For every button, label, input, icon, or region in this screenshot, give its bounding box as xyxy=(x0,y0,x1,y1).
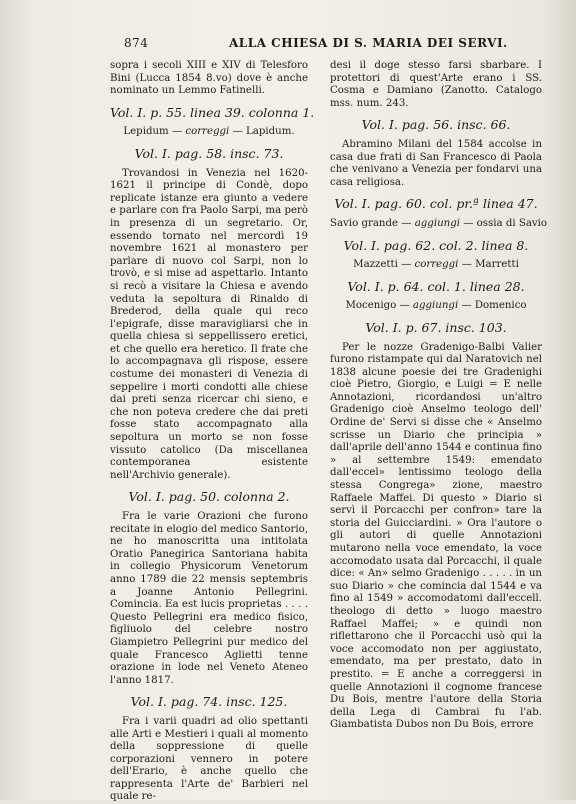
right-paragraph-gradenigo: Per le nozze Gradenigo-Balbi Valier furono ristampate qui dal Naratovich nel 1838 alcune poesie dei tre Gradenighi cioè Pietro, Giorgio, e Luigi = E nelle Annotazioni, ricordandosi un'altro Gradenigo cioè Anselmo teologo dell' Ordine de' Servi si disse che « Anselmo scrisse un Diario che principia » dall'aprile dell'anno 1544 e continua fino » al settembre 1549: emendato dall'eccel» lentissimo teologo della stessa Congrega» zione, maestro Raffaele Maffei. Di questo » Diario si servì il Porcacchi per confron» tare la storia del Guicciardini. » Ora l'autore o gli autori di quelle Annotazioni mutarono nella voce emendato, la voce accomodato usata dal Porcacchi, il quale dice: « An» selmo Gradenigo . . . . . in un suo Diario » che comincia dal 1544 e va fino al 1549 » accomodatomi dall'eccell. theologo di detto » luogo maestro Raffael Maffei; » e quindi non riflettarono che il Porcacchi usò qui la voce accomodato non per aggiustato, emendato, ma per prestato, dato in prestito. = E anche a correggersi in quelle Annotazioni il cognome francese Du Bois, mentre l'autore della Storia della Lega di Cambrai fu l'ab. Giambatista Dubos non Du Bois, errore xyxy=(330,341,542,731)
left-section-heading-2: Vol. I. pag. 58. insc. 73. xyxy=(134,145,284,161)
correction-original: Mazzetti — xyxy=(353,259,412,271)
correction-verb: correggi xyxy=(185,126,230,138)
left-section-heading-4: Vol. I. pag. 74. insc. 125. xyxy=(130,694,288,710)
left-section-heading-3: Vol. I. pag. 50. colonna 2. xyxy=(128,489,290,505)
left-correction-1 xyxy=(110,126,308,139)
right-section-heading-2: Vol. I. pag. 60. col. pr.ª linea 47. xyxy=(334,196,538,212)
right-correction-3 xyxy=(330,259,542,272)
right-paragraph-milani: Abramino Milani del 1584 accolse in casa due frati di San Francesco di Paola che venivano a Venezia per fondarvi una casa religiosa. xyxy=(330,138,542,188)
left-column xyxy=(110,60,315,804)
correction-replacement: — Domenico xyxy=(461,300,527,312)
correction-original: Mocenigo — xyxy=(345,300,410,312)
left-paragraph-santorio: Fra le varie Orazioni che furono recitate in elogio del medico Santorio, ne ho manoscritta una intitolata Oratio Panegirica Santoriana habita in collegio Physicorum Venetorum anno 1789 die 22 mensis septembris a Joanne Antonio Pellegrini. Comincia. Ea est lucis proprietas . . . . Questo Pellegrini era medico fisico, figliuolo del celebre nostro Giampietro Pellegrini pur medico del quale Francesco Aglietti tenne orazione in lode nel Veneto Ateneo l'anno 1817. xyxy=(110,511,308,686)
right-column xyxy=(330,60,548,732)
left-paragraph-conde: Trovandosi in Venezia nel 1620-1621 il principe di Condè, dopo replicate istanze era giunto a vedere e parlare con fra Paolo Sarpi, ma però in presenza di un segretario. Or, essendo tornato nel mercordì 19 novembre 1621 al monastero per parlare di nuovo col Sarpi, non lo trovò, e si mise ad aspettarlo. Intanto si recò a visitare la Chiesa e avendo veduta la sepoltura di Rinaldo di Brederod, della quale qui reco l'epigrafe, disse maravigliarsi che in quella chiesa si seppellissero eretici, et che quello era heretico. Il frate che lo accompagnava gli rispose, essere costume dei monasteri di Venezia di seppelire i morti condotti alle chiese dai preti senza ricercar chi sieno, e che non poteva credere che dai preti fosse stato accompagnato alla sepoltura un morto se non fosse vissuto catolico (Da miscellanea contemporanea esistente nell'Archivio generale). xyxy=(110,167,308,481)
correction-replacement: — Lapidum. xyxy=(232,126,295,138)
left-section-heading-1: Vol. I. p. 55. linea 39. colonna 1. xyxy=(110,104,315,120)
correction-replacement: — ossia di Savio xyxy=(463,217,548,229)
right-correction-2 xyxy=(330,217,548,231)
page-number: 874 xyxy=(124,36,149,50)
right-section-heading-5: Vol. I. p. 67. insc. 103. xyxy=(365,319,507,335)
left-paragraph-barbieri: Fra i varii quadri ad olio spettanti alle Arti e Mestieri i quali al momento della soppressione di quelle corporazioni vennero in potere dell'Erario, è anche quello che rappresenta l'Arte de' Barbieri nel quale re- xyxy=(110,715,308,803)
right-section-heading-3: Vol. I. pag. 62. col. 2. linea 8. xyxy=(343,237,529,253)
correction-verb: correggi xyxy=(414,259,459,271)
right-section-heading-1: Vol. I. pag. 56. insc. 66. xyxy=(361,117,511,133)
correction-verb: aggiungi xyxy=(412,300,459,312)
running-title: ALLA CHIESA DI S. MARIA DEI SERVI. xyxy=(229,36,508,50)
correction-replacement: — Marretti xyxy=(461,259,519,271)
right-correction-4 xyxy=(330,300,542,313)
right-section-heading-4: Vol. I. p. 64. col. 1. linea 28. xyxy=(347,278,525,294)
correction-original: Lepidum — xyxy=(123,126,183,138)
correction-verb: aggiungi xyxy=(414,217,460,229)
correction-original: Savio grande — xyxy=(330,217,412,229)
right-top-paragraph: desi il doge stesso farsi sbarbare. I protettori di quest'Arte erano i SS. Cosma e Damiano (Zanotto. Catalogo mss. num. 243. xyxy=(330,60,542,109)
left-top-paragraph: sopra i secoli XIII e XIV di Telesforo Bini (Lucca 1854 8.vo) dove è anche nominato un Lemmo Fatinelli. xyxy=(110,60,308,97)
